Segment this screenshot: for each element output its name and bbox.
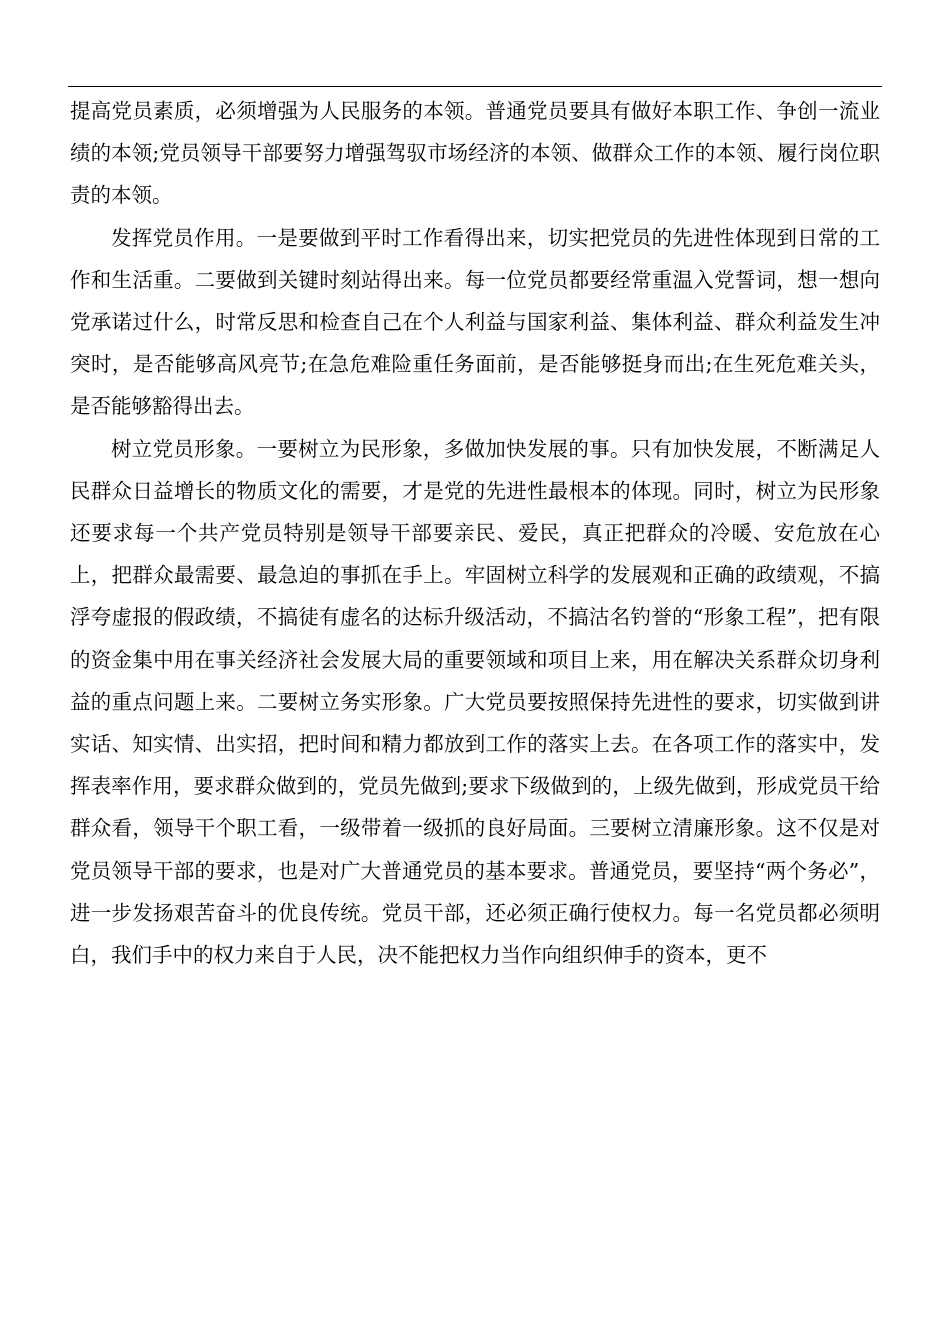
header-rule [68,86,882,87]
paragraph-party-member-role: 发挥党员作用。一是要做到平时工作看得出来，切实把党员的先进性体现到日常的工作和生活重。二要做到关键时刻站得出来。每一位党员都要经常重温入党誓词，想一想向党承诺过什么，时常反思和检查自己在个人利益与国家利益、集体利益、群众利益发生冲突时，是否能够高风亮节;在急危难险重任务面前，是否能够挺身而出;在生死危难关头，是否能够豁得出去。 [70,225,880,419]
document-body [70,90,880,976]
paragraph-party-member-image: 树立党员形象。一要树立为民形象，多做加快发展的事。只有加快发展，不断满足人民群众日益增长的物质文化的需要，才是党的先进性最根本的体现。同时，树立为民形象还要求每一个共产党员特别是领导干部要亲民、爱民，真正把群众的冷暖、安危放在心上，把群众最需要、最急迫的事抓在手上。牢固树立科学的发展观和正确的政绩观，不搞浮夸虚报的假政绩，不搞徒有虚名的达标升级活动，不搞沽名钓誉的“形象工程”，把有限的资金集中用在事关经济社会发展大局的重要领域和项目上来，用在解决关系群众切身利益的重点问题上来。二要树立务实形象。广大党员要按照保持先进性的要求，切实做到讲实话、知实情、出实招，把时间和精力都放到工作的落实上去。在各项工作的落实中，发挥表率作用，要求群众做到的，党员先做到;要求下级做到的，上级先做到，形成党员干给群众看，领导干个职工看，一级带着一级抓的良好局面。三要树立清廉形象。这不仅是对党员领导干部的要求，也是对广大普通党员的基本要求。普通党员，要坚持“两个务必”，进一步发扬艰苦奋斗的优良传统。党员干部，还必须正确行使权力。每一名党员都必须明白，我们手中的权力来自于人民，决不能把权力当作向组织伸手的资本，更不 [70,436,880,968]
paragraph-party-member-quality: 提高党员素质，必须增强为人民服务的本领。普通党员要具有做好本职工作、争创一流业绩的本领;党员领导干部要努力增强驾驭市场经济的本领、做群众工作的本领、履行岗位职责的本领。 [70,99,880,208]
